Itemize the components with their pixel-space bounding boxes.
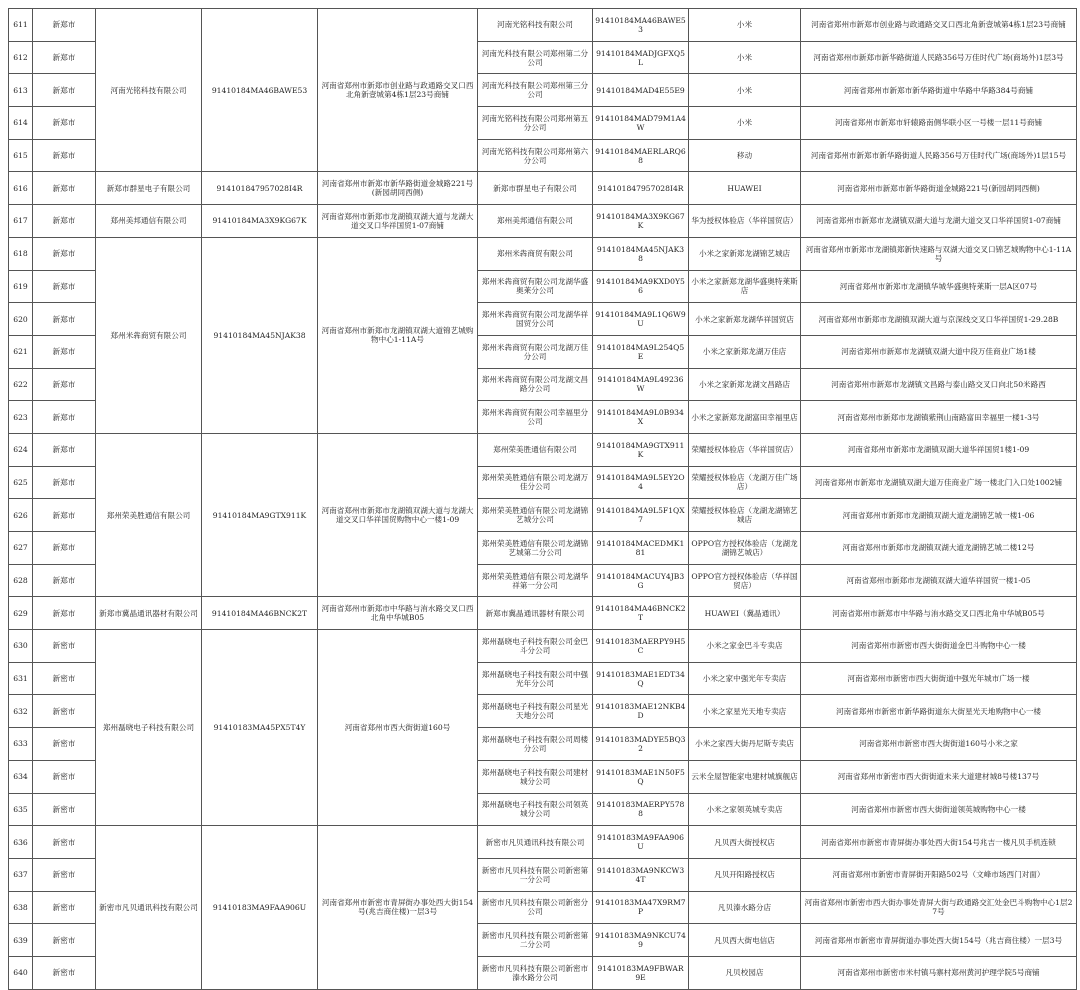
store-credit-code-cell: 91410184MA9L0B934X	[593, 401, 689, 434]
row-number-cell: 619	[9, 270, 33, 303]
store-credit-code-cell: 91410184MA46BAWE53	[593, 9, 689, 42]
row-number-cell: 638	[9, 891, 33, 924]
company-credit-code-cell: 91410183MA9FAA906U	[202, 826, 318, 989]
store-entity-cell: 郑州荣美胜通信有限公司	[478, 433, 593, 466]
store-address-cell: 河南省郑州市新密市西大街街道未来大道建材城8号楼137号	[801, 760, 1077, 793]
city-cell: 新密市	[33, 858, 96, 891]
row-number-cell: 637	[9, 858, 33, 891]
company-address-cell: 河南省郑州市新郑市创业路与政通路交叉口西北角新壹城第4栋1层23号商铺	[318, 9, 478, 172]
store-entity-cell: 郑州米犇商贸有限公司龙湖文昌路分公司	[478, 368, 593, 401]
store-brand-cell: 小米	[689, 74, 801, 107]
row-number-cell: 628	[9, 564, 33, 597]
store-entity-cell: 河南光科技有限公司郑州第三分公司	[478, 74, 593, 107]
company-name-cell: 郑州荣美胜通信有限公司	[96, 433, 202, 596]
store-credit-code-cell: 91410183MA9FBWAR9E	[593, 956, 689, 989]
company-credit-code-cell: 91410184MA46BNCK2T	[202, 597, 318, 630]
store-address-cell: 河南省郑州市新郑市龙湖镇双湖大道与京深线交叉口华祥国贸1-29.28B	[801, 303, 1077, 336]
city-cell: 新郑市	[33, 237, 96, 270]
city-cell: 新郑市	[33, 564, 96, 597]
city-cell: 新郑市	[33, 74, 96, 107]
store-entity-cell: 新郑市冀晶通讯器材有限公司	[478, 597, 593, 630]
store-credit-code-cell: 91410184MA9L254Q5E	[593, 335, 689, 368]
store-credit-code-cell: 91410184MAD4E55E9	[593, 74, 689, 107]
store-entity-cell: 新密市凡贝通讯科技有限公司	[478, 826, 593, 859]
row-number-cell: 633	[9, 728, 33, 761]
store-address-cell: 河南省郑州市新郑市龙湖镇双湖大道万佳商业广场一楼北门入口处1002铺	[801, 466, 1077, 499]
row-number-cell: 625	[9, 466, 33, 499]
store-brand-cell: 荣耀授权体验店（华祥国贸店）	[689, 433, 801, 466]
store-credit-code-cell: 91410183MAE1EDT34Q	[593, 662, 689, 695]
store-brand-cell: OPPO官方授权体验店（华祥国贸店）	[689, 564, 801, 597]
store-entity-cell: 郑州荣美胜通信有限公司龙湖万佳分公司	[478, 466, 593, 499]
store-address-cell: 河南省郑州市新郑市创业路与政通路交叉口西北角新壹城第4栋1层23号商铺	[801, 9, 1077, 42]
store-entity-cell: 河南光科技有限公司郑州第二分公司	[478, 41, 593, 74]
city-cell: 新密市	[33, 956, 96, 989]
store-address-cell: 河南省郑州市新郑市轩辕路南侧华联小区一号楼一层11号商铺	[801, 107, 1077, 140]
company-name-cell: 郑州美邦通信有限公司	[96, 205, 202, 238]
store-brand-cell: 小米之家金巴斗专卖店	[689, 630, 801, 663]
city-cell: 新密市	[33, 793, 96, 826]
city-cell: 新密市	[33, 826, 96, 859]
store-entity-cell: 郑州米犇商贸有限公司幸福里分公司	[478, 401, 593, 434]
store-brand-cell: 荣耀授权体验店（龙湖龙湖锦艺城店	[689, 499, 801, 532]
row-number-cell: 632	[9, 695, 33, 728]
store-credit-code-cell: 91410184MA9L49236W	[593, 368, 689, 401]
company-credit-code-cell: 91410184MA46BAWE53	[202, 9, 318, 172]
store-credit-code-cell: 91410183MAERPY5788	[593, 793, 689, 826]
store-entity-cell: 新密市凡贝科技有限公司新密分公司	[478, 891, 593, 924]
store-credit-code-cell: 91410184MA3X9KG67K	[593, 205, 689, 238]
store-brand-cell: 小米之家新郑龙湖万佳店	[689, 335, 801, 368]
store-credit-code-cell: 91410183MA47X9RM7P	[593, 891, 689, 924]
store-address-cell: 河南省郑州市新郑市新华路街道人民路356号万佳时代广场(商场外)1层15号	[801, 139, 1077, 172]
store-brand-cell: 小米之家新郑龙湖文昌路店	[689, 368, 801, 401]
store-address-cell: 河南省郑州市新郑市龙湖镇双湖大道与龙湖大道交叉口华祥国贸1-07商铺	[801, 205, 1077, 238]
store-credit-code-cell: 91410183MAE12NKB4D	[593, 695, 689, 728]
city-cell: 新郑市	[33, 499, 96, 532]
company-address-cell: 河南省郑州市新密市青屏街办事处西大街154号(兆吉商住楼)一层3号	[318, 826, 478, 989]
store-brand-cell: 小米	[689, 9, 801, 42]
city-cell: 新郑市	[33, 401, 96, 434]
store-brand-cell: 小米	[689, 107, 801, 140]
store-credit-code-cell: 91410184MA9L1Q6W9U	[593, 303, 689, 336]
row-number-cell: 612	[9, 41, 33, 74]
store-credit-code-cell: 91410183MA9NKCU749	[593, 924, 689, 957]
store-brand-cell: 小米之家中强光年专卖店	[689, 662, 801, 695]
store-brand-cell: OPPO官方授权体验店（龙湖龙湖锦艺城店）	[689, 532, 801, 565]
store-credit-code-cell: 91410184MA45NJAK38	[593, 237, 689, 270]
store-address-cell: 河南省郑州市新郑市龙湖镇双湖大道龙湖锦艺城一楼1-06	[801, 499, 1077, 532]
company-address-cell: 河南省郑州市新郑市中华路与洧水路交叉口西北角中华城B05	[318, 597, 478, 630]
city-cell: 新郑市	[33, 368, 96, 401]
store-address-cell: 河南省郑州市新郑市新华路街道中华路中华路384号商铺	[801, 74, 1077, 107]
store-brand-cell: 小米之家领英城专卖店	[689, 793, 801, 826]
city-cell: 新密市	[33, 728, 96, 761]
company-address-cell: 河南省郑州市新郑市龙湖镇双湖大道锦艺城购物中心1-11A号	[318, 237, 478, 433]
city-cell: 新郑市	[33, 139, 96, 172]
store-address-cell: 河南省郑州市新郑市新华路街道金城路221号(新园胡同西侧)	[801, 172, 1077, 205]
city-cell: 新郑市	[33, 532, 96, 565]
store-entity-cell: 郑州磊晓电子科技有限公司中强光年分公司	[478, 662, 593, 695]
store-entity-cell: 郑州荣美胜通信有限公司龙湖锦艺城分公司	[478, 499, 593, 532]
store-entity-cell: 郑州米犇商贸有限公司龙湖华祥国贸分公司	[478, 303, 593, 336]
store-brand-cell: 荣耀授权体验店（龙湖万佳广场店）	[689, 466, 801, 499]
row-number-cell: 616	[9, 172, 33, 205]
store-entity-cell: 郑州磊晓电子科技有限公司星光天地分公司	[478, 695, 593, 728]
store-credit-code-cell: 91410184MAERLARQ68	[593, 139, 689, 172]
store-address-cell: 河南省郑州市新郑市龙湖镇紫荆山南路富田幸福里一楼1-3号	[801, 401, 1077, 434]
store-brand-cell: 凡贝西大街电信店	[689, 924, 801, 957]
company-name-cell: 河南光铭科技有限公司	[96, 9, 202, 172]
store-entity-cell: 新密市凡贝科技有限公司新密第二分公司	[478, 924, 593, 957]
company-name-cell: 新郑市群星电子有限公司	[96, 172, 202, 205]
store-table	[8, 8, 1077, 990]
company-credit-code-cell: 91410184MA45NJAK38	[202, 237, 318, 433]
row-number-cell: 614	[9, 107, 33, 140]
store-credit-code-cell: 91410184MA9GTX911K	[593, 433, 689, 466]
store-credit-code-cell: 91410184MADJGFXQ5L	[593, 41, 689, 74]
city-cell: 新密市	[33, 891, 96, 924]
store-address-cell: 河南省郑州市新郑市新华路街道人民路356号万佳时代广场(商场外)1层3号	[801, 41, 1077, 74]
city-cell: 新郑市	[33, 9, 96, 42]
store-address-cell: 河南省郑州市新郑市龙湖镇文昌路与泰山路交叉口向北50米路西	[801, 368, 1077, 401]
store-entity-cell: 郑州荣美胜通信有限公司龙湖华祥第一分公司	[478, 564, 593, 597]
store-address-cell: 河南省郑州市新密市西大街街道160号小米之家	[801, 728, 1077, 761]
store-brand-cell: 华为授权体验店（华祥国贸店）	[689, 205, 801, 238]
city-cell: 新郑市	[33, 433, 96, 466]
table-row	[9, 172, 1077, 205]
store-address-cell: 河南省郑州市新郑市龙湖镇双湖大道龙湖锦艺城二楼12号	[801, 532, 1077, 565]
row-number-cell: 635	[9, 793, 33, 826]
store-brand-cell: 凡贝校园店	[689, 956, 801, 989]
store-credit-code-cell: 91410183MAERPY9H5C	[593, 630, 689, 663]
table-row	[9, 433, 1077, 466]
store-address-cell: 河南省郑州市新郑市龙湖镇双湖大道中段万佳商业广场1楼	[801, 335, 1077, 368]
store-credit-code-cell: 91410184MA46BNCK2T	[593, 597, 689, 630]
store-credit-code-cell: 91410184MA9KXD0Y56	[593, 270, 689, 303]
city-cell: 新郑市	[33, 597, 96, 630]
company-credit-code-cell: 91410184MA3X9KG67K	[202, 205, 318, 238]
city-cell: 新密市	[33, 924, 96, 957]
store-entity-cell: 新密市凡贝科技有限公司新密市溱水路分公司	[478, 956, 593, 989]
store-credit-code-cell: 91410184MA9L5F1QX7	[593, 499, 689, 532]
row-number-cell: 623	[9, 401, 33, 434]
row-number-cell: 636	[9, 826, 33, 859]
row-number-cell: 640	[9, 956, 33, 989]
company-credit-code-cell: 91410184MA9GTX911K	[202, 433, 318, 596]
store-credit-code-cell: 91410183MAE1N50F5Q	[593, 760, 689, 793]
store-entity-cell: 郑州米犇商贸有限公司	[478, 237, 593, 270]
store-entity-cell: 郑州美邦通信有限公司	[478, 205, 593, 238]
row-number-cell: 626	[9, 499, 33, 532]
row-number-cell: 631	[9, 662, 33, 695]
store-brand-cell: 凡贝开阳路授权店	[689, 858, 801, 891]
store-address-cell: 河南省郑州市新密市西大街办事处青屏大街与政通路交汇处金巴斗购物中心1层27号	[801, 891, 1077, 924]
table-row	[9, 9, 1077, 42]
table-row	[9, 205, 1077, 238]
store-brand-cell: 小米之家新郑龙湖锦艺城店	[689, 237, 801, 270]
store-address-cell: 河南省郑州市新郑市龙湖镇双湖大道华祥国贸一楼1-05	[801, 564, 1077, 597]
store-address-cell: 河南省郑州市新郑市龙湖镇华城华盛奥特莱斯一层A区07号	[801, 270, 1077, 303]
row-number-cell: 622	[9, 368, 33, 401]
company-address-cell: 河南省郑州市新郑市龙湖镇双湖大道与龙湖大道交叉口华祥国贸购物中心一楼1-09	[318, 433, 478, 596]
store-address-cell: 河南省郑州市新密市青屏街办事处西大街154号兆吉一楼凡贝手机连锁	[801, 826, 1077, 859]
store-entity-cell: 河南光铭科技有限公司郑州第六分公司	[478, 139, 593, 172]
store-entity-cell: 郑州磊晓电子科技有限公司领英城分公司	[478, 793, 593, 826]
table-row	[9, 826, 1077, 859]
row-number-cell: 629	[9, 597, 33, 630]
store-credit-code-cell: 91410184MA9L5EY2O4	[593, 466, 689, 499]
store-entity-cell: 河南光铭科技有限公司	[478, 9, 593, 42]
store-brand-cell: HUAWEI（冀晶通讯）	[689, 597, 801, 630]
store-entity-cell: 郑州荣美胜通信有限公司龙湖锦艺城第二分公司	[478, 532, 593, 565]
store-credit-code-cell: 91410184MAD79M1A4W	[593, 107, 689, 140]
store-brand-cell: 凡贝溱水路分店	[689, 891, 801, 924]
store-brand-cell: 凡贝西大街授权店	[689, 826, 801, 859]
store-entity-cell: 郑州磊晓电子科技有限公司金巴斗分公司	[478, 630, 593, 663]
city-cell: 新密市	[33, 695, 96, 728]
store-brand-cell: 小米之家新郑龙湖华盛奥特莱斯店	[689, 270, 801, 303]
city-cell: 新郑市	[33, 107, 96, 140]
city-cell: 新郑市	[33, 466, 96, 499]
table-row	[9, 237, 1077, 270]
row-number-cell: 627	[9, 532, 33, 565]
table-row	[9, 630, 1077, 663]
store-address-cell: 河南省郑州市新郑市中华路与洧水路交叉口西北角中华城B05号	[801, 597, 1077, 630]
row-number-cell: 634	[9, 760, 33, 793]
store-brand-cell: 移动	[689, 139, 801, 172]
store-credit-code-cell: 91410183MA9FAA906U	[593, 826, 689, 859]
store-credit-code-cell: 91410184MACEDMK181	[593, 532, 689, 565]
store-entity-cell: 郑州米犇商贸有限公司龙湖万佳分公司	[478, 335, 593, 368]
table-row	[9, 597, 1077, 630]
row-number-cell: 639	[9, 924, 33, 957]
company-name-cell: 郑州磊晓电子科技有限公司	[96, 630, 202, 826]
company-address-cell: 河南省郑州市西大街街道160号	[318, 630, 478, 826]
city-cell: 新密市	[33, 662, 96, 695]
company-credit-code-cell: 91410183MA45PX5T4Y	[202, 630, 318, 826]
store-credit-code-cell: 914101847957028I4R	[593, 172, 689, 205]
store-entity-cell: 郑州磊晓电子科技有限公司建材城分公司	[478, 760, 593, 793]
store-credit-code-cell: 91410184MACUY4JB3G	[593, 564, 689, 597]
company-name-cell: 郑州米犇商贸有限公司	[96, 237, 202, 433]
store-brand-cell: 云米全屋智能家电建材城旗舰店	[689, 760, 801, 793]
city-cell: 新郑市	[33, 303, 96, 336]
store-address-cell: 河南省郑州市新密市西大街街道中强光年城市广场一楼	[801, 662, 1077, 695]
row-number-cell: 618	[9, 237, 33, 270]
store-brand-cell: 小米之家新郑龙湖富田幸福里店	[689, 401, 801, 434]
city-cell: 新郑市	[33, 172, 96, 205]
row-number-cell: 621	[9, 335, 33, 368]
row-number-cell: 617	[9, 205, 33, 238]
record-sheet	[8, 8, 1077, 990]
store-address-cell: 河南省郑州市新密市西大街街道领英城购物中心一楼	[801, 793, 1077, 826]
store-entity-cell: 郑州磊晓电子科技有限公司周楼分公司	[478, 728, 593, 761]
store-entity-cell: 新郑市群星电子有限公司	[478, 172, 593, 205]
store-address-cell: 河南省郑州市新密市西大街街道金巴斗购物中心一楼	[801, 630, 1077, 663]
store-brand-cell: 小米之家西大街丹尼斯专卖店	[689, 728, 801, 761]
row-number-cell: 620	[9, 303, 33, 336]
company-address-cell: 河南省郑州市新郑市龙湖镇双湖大道与龙湖大道交叉口华祥国贸1-07商铺	[318, 205, 478, 238]
store-address-cell: 河南省郑州市新密市青屏街开阳路502号（文峰市场西门对面）	[801, 858, 1077, 891]
city-cell: 新郑市	[33, 270, 96, 303]
store-brand-cell: 小米	[689, 41, 801, 74]
store-credit-code-cell: 91410183MADYE5BQ32	[593, 728, 689, 761]
store-address-cell: 河南省郑州市新郑市龙湖镇双湖大道华祥国贸1楼1-09	[801, 433, 1077, 466]
store-brand-cell: 小米之家星光天地专卖店	[689, 695, 801, 728]
city-cell: 新郑市	[33, 41, 96, 74]
company-name-cell: 新郑市冀晶通讯器材有限公司	[96, 597, 202, 630]
company-address-cell: 河南省郑州市新郑市新华路街道金城路221号(新园胡同西侧)	[318, 172, 478, 205]
city-cell: 新密市	[33, 760, 96, 793]
store-address-cell: 河南省郑州市新郑市龙湖镇郑新快速路与双湖大道交叉口锦艺城购物中心1-11A号	[801, 237, 1077, 270]
row-number-cell: 615	[9, 139, 33, 172]
store-address-cell: 河南省郑州市新密市米村镇马寨村郑州黄河护理学院5号商铺	[801, 956, 1077, 989]
city-cell: 新郑市	[33, 335, 96, 368]
store-brand-cell: HUAWEI	[689, 172, 801, 205]
store-brand-cell: 小米之家新郑龙湖华祥国贸店	[689, 303, 801, 336]
store-credit-code-cell: 91410183MA9NKCW34T	[593, 858, 689, 891]
row-number-cell: 624	[9, 433, 33, 466]
store-address-cell: 河南省郑州市新密市新华路街道东大街星光天地购物中心一楼	[801, 695, 1077, 728]
row-number-cell: 630	[9, 630, 33, 663]
store-entity-cell: 新密市凡贝科技有限公司新密第一分公司	[478, 858, 593, 891]
company-credit-code-cell: 914101847957028I4R	[202, 172, 318, 205]
city-cell: 新密市	[33, 630, 96, 663]
company-name-cell: 新密市凡贝通讯科技有限公司	[96, 826, 202, 989]
store-address-cell: 河南省郑州市新密市青屏街道办事处西大街154号（兆吉商住楼）一层3号	[801, 924, 1077, 957]
store-entity-cell: 郑州米犇商贸有限公司龙湖华盛奥莱分公司	[478, 270, 593, 303]
row-number-cell: 613	[9, 74, 33, 107]
city-cell: 新郑市	[33, 205, 96, 238]
store-entity-cell: 河南光铭科技有限公司郑州第五分公司	[478, 107, 593, 140]
row-number-cell: 611	[9, 9, 33, 42]
